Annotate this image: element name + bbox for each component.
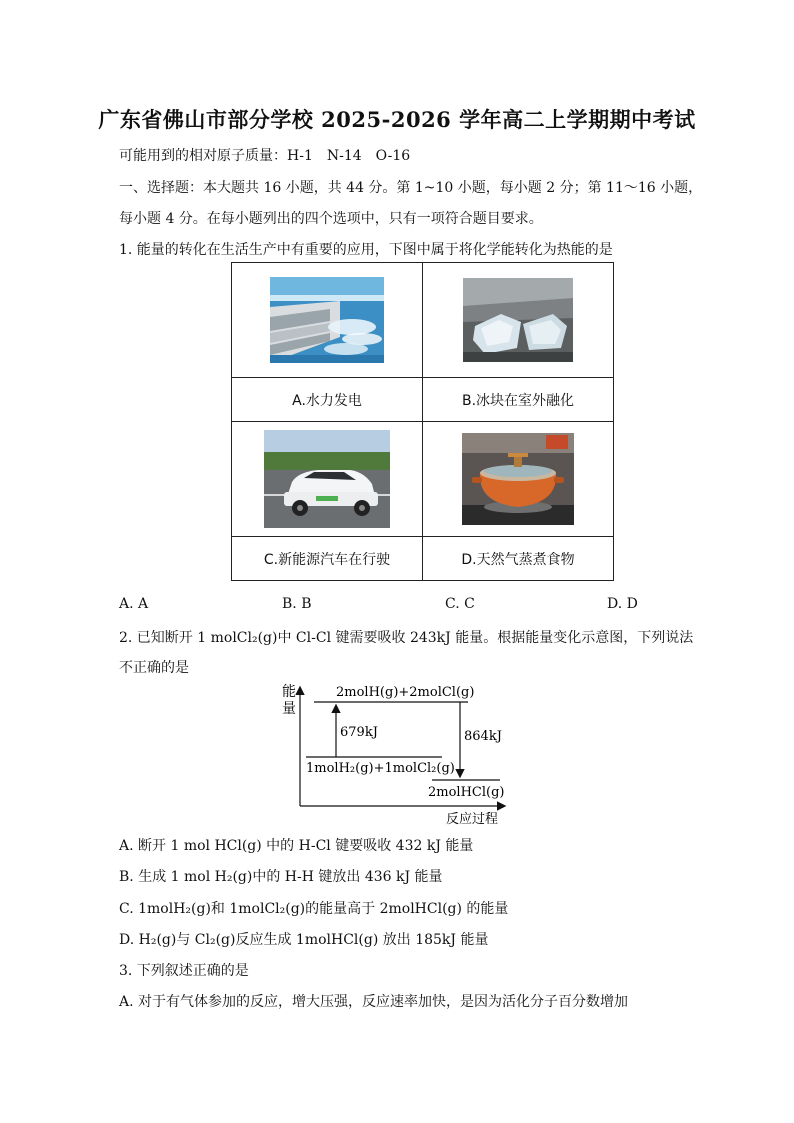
q1-choice-a: A. A bbox=[119, 596, 149, 612]
q1-option-table bbox=[231, 262, 614, 581]
q1-image-cell-c bbox=[232, 422, 423, 537]
q1-option-b-label: B.冰块在室外融化 bbox=[423, 378, 614, 422]
product-level-label: 2molHCl(g) bbox=[428, 785, 505, 800]
hydropower-dam-image bbox=[270, 277, 384, 363]
q2-stem-line1: 2. 已知断开 1 molCl₂(g)中 Cl-Cl 键需要吸收 243kJ 能量。根据能量变化示意图，下列说法 bbox=[119, 630, 694, 646]
q3-option-a: A. 对于有气体参加的反应，增大压强，反应速率加快，是因为活化分子百分数增加 bbox=[119, 994, 629, 1010]
y-axis-label-2: 量 bbox=[282, 701, 296, 717]
ice-blocks-image bbox=[463, 278, 573, 362]
q2-option-b: B. 生成 1 mol H₂(g)中的 H-H 键放出 436 kJ 能量 bbox=[119, 869, 443, 885]
q2-option-c: C. 1molH₂(g)和 1molCl₂(g)的能量高于 2molHCl(g) 的能量 bbox=[119, 901, 509, 917]
page-title: 广东省佛山市部分学校 2025-2026 学年高二上学期期中考试 bbox=[98, 107, 696, 132]
atomic-mass-line: 可能用到的相对原子质量：H-1 N-14 O-16 bbox=[119, 148, 411, 164]
absorb-energy-label: 679kJ bbox=[340, 725, 378, 740]
q1-image-cell-b bbox=[423, 263, 614, 378]
q1-option-c-label: C.新能源汽车在行驶 bbox=[232, 537, 423, 581]
y-axis-label-1: 能 bbox=[282, 684, 296, 700]
energy-diagram bbox=[270, 680, 520, 828]
reactant-level-label: 1molH₂(g)+1molCl₂(g) bbox=[306, 761, 455, 776]
top-level-label: 2molH(g)+2molCl(g) bbox=[336, 685, 475, 700]
q2-option-d: D. H₂(g)与 Cl₂(g)反应生成 1molHCl(g) 放出 185kJ 能量 bbox=[119, 932, 489, 948]
cooking-pot-image bbox=[462, 433, 574, 525]
q1-choice-b: B. B bbox=[282, 596, 312, 612]
q2-stem-line2: 不正确的是 bbox=[119, 660, 189, 676]
q1-choice-d: D. D bbox=[607, 596, 638, 612]
q1-image-cell-d bbox=[423, 422, 614, 537]
q1-image-cell-a bbox=[232, 263, 423, 378]
x-axis-label: 反应过程 bbox=[446, 812, 499, 827]
section-instruction-line2: 每小题 4 分。在每小题列出的四个选项中，只有一项符合题目要求。 bbox=[119, 211, 543, 227]
q1-option-d-label: D.天然气蒸煮食物 bbox=[423, 537, 614, 581]
q1-stem: 1. 能量的转化在生活生产中有重要的应用，下图中属于将化学能转化为热能的是 bbox=[119, 242, 613, 258]
electric-car-image bbox=[264, 430, 390, 528]
release-energy-label: 864kJ bbox=[464, 729, 502, 744]
q3-stem: 3. 下列叙述正确的是 bbox=[119, 963, 249, 979]
section-instruction-line1: 一、选择题：本大题共 16 小题，共 44 分。第 1~10 小题，每小题 2 分；第 11～16 小题， bbox=[119, 180, 703, 196]
q1-option-a-label: A.水力发电 bbox=[232, 378, 423, 422]
q2-option-a: A. 断开 1 mol HCl(g) 中的 H-Cl 键要吸收 432 kJ 能量 bbox=[119, 838, 474, 854]
q1-choice-c: C. C bbox=[445, 596, 475, 612]
